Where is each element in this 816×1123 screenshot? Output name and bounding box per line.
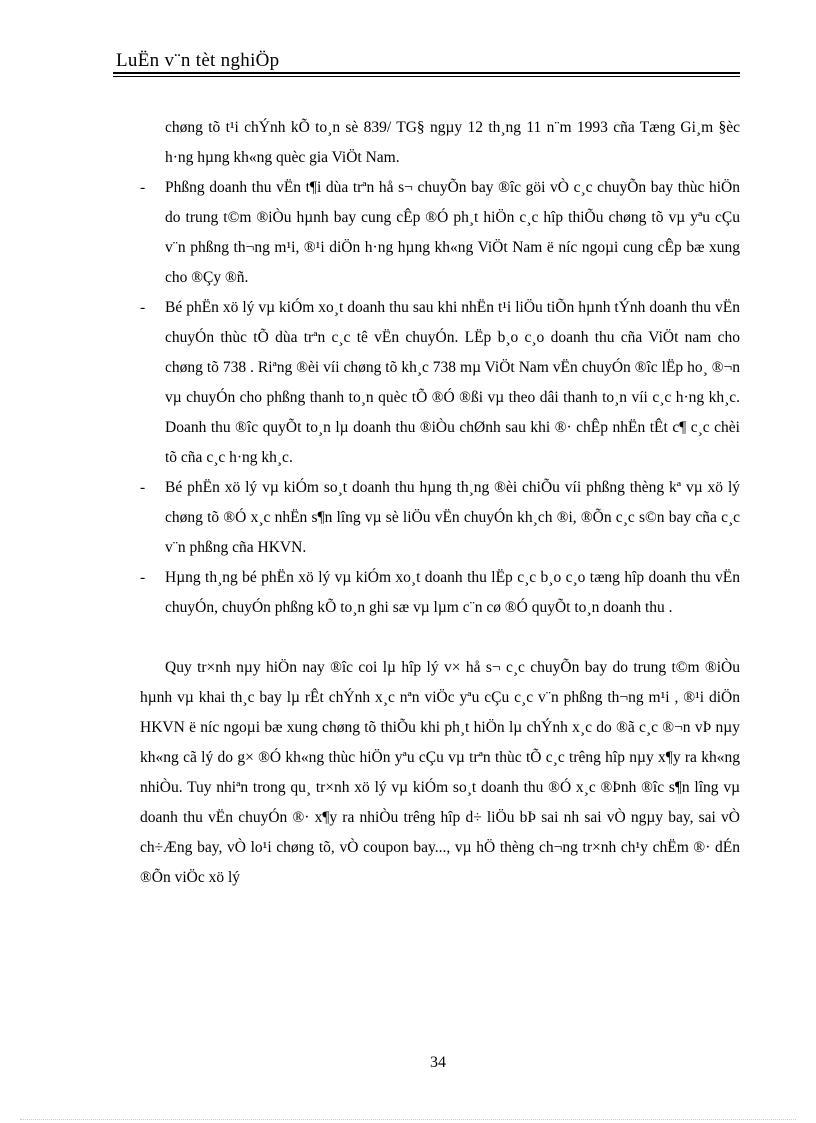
- bullet-dash: -: [140, 569, 146, 586]
- running-header: LuËn v¨n tèt nghiÖp: [116, 50, 280, 71]
- bullet-dash: -: [140, 479, 146, 496]
- bullet-item: [140, 473, 740, 563]
- page-number: 34: [430, 1054, 446, 1071]
- header-rule-thick: [113, 72, 740, 74]
- bullet-text: Hµng th¸ng bé phËn xö lý vµ kiÓm xo¸t doanh thu lËp c¸c b¸o c¸o tæng hîp doanh thu vËn chuyÓn, chuyÓn phßng kÕ to¸n ghi sæ vµ lµm c¨n cø ®Ó quyÕt to¸n doanh thu .: [165, 569, 740, 616]
- header-rule-thin: [113, 76, 740, 77]
- bullet-dash: -: [140, 299, 146, 316]
- bullet-text: Bé phËn xö lý vµ kiÓm so¸t doanh thu hµng th¸ng ®èi chiÕu víi phßng thèng kª vµ xö lý chøng tõ ®Ó x¸c nhËn s¶n lîng vµ sè liÖu vËn chuyÓn kh¸ch ®i, ®Õn c¸c s©n bay cña c¸c v¨n phßng cña HKVN.: [165, 479, 740, 556]
- bullet-item: [140, 293, 740, 473]
- continued-text: chøng tõ t¹i chÝnh kÕ to¸n sè 839/ TG§ ngµy 12 th¸ng 11 n¨m 1993 cña Tæng Gi¸m §èc h·ng hµng kh«ng quèc gia ViÖt Nam.: [165, 119, 740, 166]
- bullet-dash: -: [140, 179, 146, 196]
- bullet-item: [140, 173, 740, 293]
- bullet-item: [140, 563, 740, 623]
- page-body: [140, 113, 740, 893]
- page-bottom-border: [20, 1119, 796, 1120]
- body-paragraph: Quy tr×nh nµy hiÖn nay ®îc coi lµ hîp lý v× hå s¬ c¸c chuyÕn bay do trung t©m ®iÒu hµnh vµ khai th¸c bay lµ rÊt chÝnh x¸c nªn viÖc yªu cÇu c¸c v¨n phßng th¬ng m¹i , ®¹i diÖn HKVN ë níc ngoµi bæ xung chøng tõ thiÕu khi ph¸t hiÖn lµ chÝnh x¸c do ®ã c¸c ®¬n vÞ nµy kh«ng cã lý do g× ®Ó kh«ng thùc hiÖn yªu cÇu vµ trªn thùc tÕ c¸c trêng hîp nµy x¶y ra kh«ng nhiÒu. Tuy nhiªn trong qu¸ tr×nh xö lý vµ kiÓm so¸t doanh thu ®Ó x¸c ®Þnh ®îc s¶n lîng vµ doanh thu vËn chuyÓn ®· x¶y ra nhiÒu trêng hîp d÷ liÖu bÞ sai nh sai vÒ ngµy bay, sai vÒ ch÷Æng bay, vÒ lo¹i chøng tõ, vÒ coupon bay..., vµ hÖ thèng ch¬ng tr×nh ch¹y chËm ®· dÉn ®Õn viÖc xö lý: [140, 659, 740, 886]
- bullet-text: Phßng doanh thu vËn t¶i dùa trªn hå s¬ chuyÕn bay ®îc göi vÒ c¸c chuyÕn bay thùc hiÖn do trung t©m ®iÒu hµnh bay cung cÊp ®Ó ph¸t hiÖn c¸c hîp thiÕu chøng tõ vµ yªu cÇu v¨n phßng th¬ng m¹i, ®¹i diÖn h·ng hµng kh«ng ViÖt Nam ë níc ngoµi cung cÊp bæ xung cho ®Çy ®ñ.: [165, 179, 740, 286]
- bullet-text: Bé phËn xö lý vµ kiÓm xo¸t doanh thu sau khi nhËn t¹i liÖu tiÕn hµnh tÝnh doanh thu vËn chuyÓn thùc tÕ dùa trªn c¸c tê vËn chuyÓn. LËp b¸o c¸o doanh thu cña ViÖt nam cho chøng tõ 738 . Riªng ®èi víi chøng tõ kh¸c 738 mµ ViÖt Nam vËn chuyÓn ®îc lËp ho¸ ®¬n vµ chuyÓn cho phßng thanh to¸n quèc tÕ ®Ó ®ßi vµ theo dâi thanh to¸n víi c¸c h·ng kh¸c. Doanh thu ®îc quyÕt to¸n lµ doanh thu ®iÒu chØnh sau khi ®· chÊp nhËn tÊt c¶ c¸c chèi tõ cña c¸c h·ng kh¸c.: [165, 299, 740, 466]
